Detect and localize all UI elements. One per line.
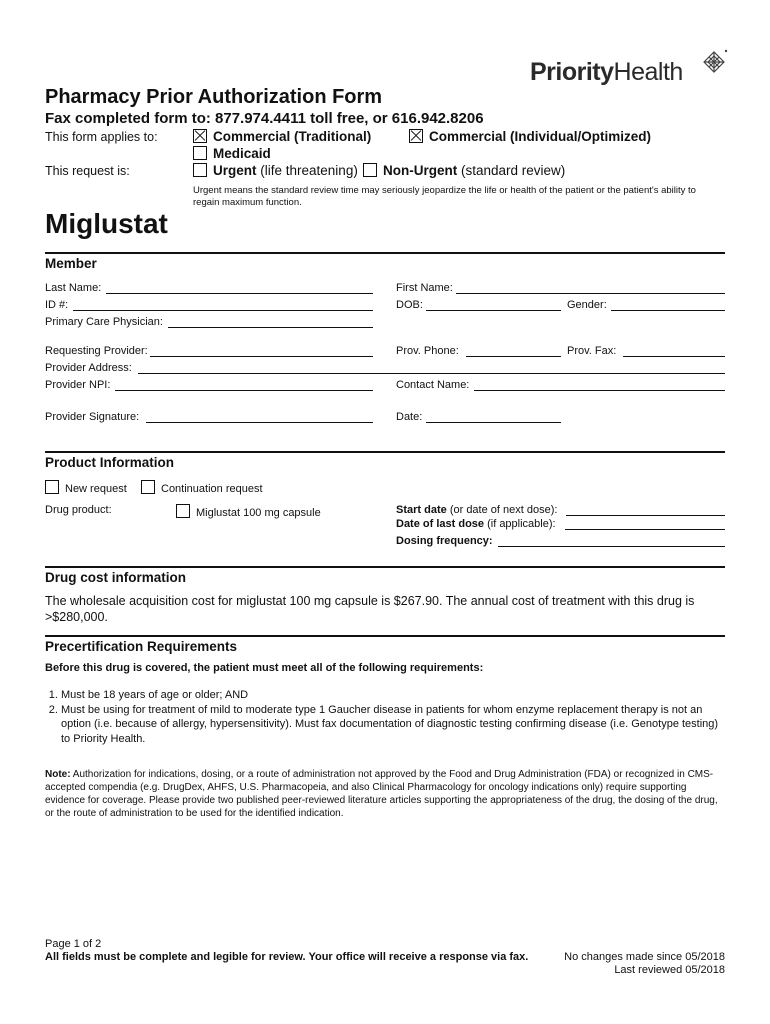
product-rule xyxy=(45,451,725,453)
checkbox-new-request[interactable] xyxy=(45,480,59,494)
date-label: Date: xyxy=(396,411,423,423)
footer-notice: All fields must be complete and legible for review. Your office will receive a response via fax. xyxy=(45,951,529,963)
precert-rule xyxy=(45,635,725,637)
option-new-request[interactable]: New request xyxy=(45,480,127,495)
gender-field[interactable] xyxy=(611,310,725,311)
form-title: Pharmacy Prior Authorization Form xyxy=(45,86,383,108)
provider-address-label: Provider Address: xyxy=(45,362,132,374)
drug-name: Miglustat xyxy=(45,208,168,239)
footer-changes: No changes made since 05/2018 xyxy=(564,951,725,963)
option-commercial-individual[interactable]: Commercial (Individual/Optimized) xyxy=(409,129,651,144)
logo-mark-icon xyxy=(700,48,728,78)
contact-name-field[interactable] xyxy=(474,390,725,391)
prov-fax-label: Prov. Fax: xyxy=(567,345,617,357)
checkbox-commercial-traditional[interactable] xyxy=(193,129,207,143)
precert-intro: Before this drug is covered, the patient must meet all of the following requirements: xyxy=(45,662,484,674)
checkbox-miglustat-capsule[interactable] xyxy=(176,504,190,518)
cost-rule xyxy=(45,566,725,568)
last-dose-field[interactable] xyxy=(565,529,725,530)
last-dose-label: Date of last dose (if applicable): xyxy=(396,518,556,530)
fax-instructions: Fax completed form to: 877.974.4411 toll free, or 616.942.8206 xyxy=(45,110,484,127)
request-label: This request is: xyxy=(45,164,130,178)
prov-phone-label: Prov. Phone: xyxy=(396,345,459,357)
pcp-label: Primary Care Physician: xyxy=(45,316,163,328)
provider-signature-label: Provider Signature: xyxy=(45,411,140,423)
start-date-field[interactable] xyxy=(566,515,725,516)
last-name-label: Last Name: xyxy=(45,282,102,294)
footer-reviewed: Last reviewed 05/2018 xyxy=(614,964,725,976)
requesting-provider-field[interactable] xyxy=(150,356,373,357)
requirement-item: 1. Must be 18 years of age or older; AND xyxy=(61,688,725,703)
last-name-field[interactable] xyxy=(106,293,373,294)
id-field[interactable] xyxy=(73,310,373,311)
requirements-list xyxy=(45,688,725,746)
member-title: Member xyxy=(45,256,97,271)
first-name-label: First Name: xyxy=(396,282,453,294)
provider-signature-field[interactable] xyxy=(146,422,373,423)
start-date-label: Start date (or date of next dose): xyxy=(396,504,558,516)
dosing-frequency-field[interactable] xyxy=(498,546,725,547)
gender-label: Gender: xyxy=(567,299,607,311)
logo-wordmark: PriorityHealth xyxy=(530,58,683,86)
applies-label: This form applies to: xyxy=(45,130,158,144)
option-urgent[interactable]: Urgent (life threatening) xyxy=(193,163,358,178)
option-non-urgent[interactable]: Non-Urgent (standard review) xyxy=(363,163,565,178)
checkbox-commercial-individual[interactable] xyxy=(409,129,423,143)
checkbox-urgent[interactable] xyxy=(193,163,207,177)
cost-title: Drug cost information xyxy=(45,570,186,585)
date-field[interactable] xyxy=(426,422,561,423)
option-miglustat-capsule[interactable]: Miglustat 100 mg capsule xyxy=(176,504,321,519)
option-continuation-request[interactable]: Continuation request xyxy=(141,480,263,495)
provider-npi-field[interactable] xyxy=(115,390,373,391)
checkbox-continuation-request[interactable] xyxy=(141,480,155,494)
product-title: Product Information xyxy=(45,455,174,470)
option-commercial-traditional[interactable]: Commercial (Traditional) xyxy=(193,129,371,144)
requirement-item: 2. Must be using for treatment of mild to moderate type 1 Gaucher disease in patients for whom enzyme replacement therapy is not an option (i.e. because of allergy, hypersensitivity). Must fax documentation of diagnostic testing confirming disease (i.e. Genotype testing) to Priority Health. xyxy=(61,703,725,747)
requesting-provider-label: Requesting Provider: xyxy=(45,345,148,357)
option-medicaid[interactable]: Medicaid xyxy=(193,146,271,161)
prov-fax-field[interactable] xyxy=(623,356,725,357)
cost-text: The wholesale acquisition cost for miglustat 100 mg capsule is $267.90. The annual cost of treatment with this drug is >$280,000. xyxy=(45,594,695,624)
provider-npi-label: Provider NPI: xyxy=(45,379,111,391)
drug-product-label: Drug product: xyxy=(45,504,112,516)
urgent-note: Urgent means the standard review time may seriously jeopardize the life or health of the patient or the patient's ability to regain maximum function. xyxy=(193,185,696,208)
precert-title: Precertification Requirements xyxy=(45,639,238,654)
precert-note: Note: Authorization for indications, dosing, or a route of administration not approved by the Food and Drug Administration (FDA) or recognized in CMS-accepted compendia (e.g. DrugDex, AHFS, U.S. Pharmacopeia, and also Clinical Pharmacology for oncology indications only) require supporting evidence for coverage. Please provide two published peer-reviewed literature articles supporting the appropriateness of the drug, the dosing of the drug, or the route of administration to be used for the identified indication. xyxy=(45,769,718,819)
first-name-field[interactable] xyxy=(456,293,725,294)
dob-field[interactable] xyxy=(426,310,561,311)
dosing-frequency-label: Dosing frequency: xyxy=(396,535,493,547)
id-label: ID #: xyxy=(45,299,69,311)
pcp-field[interactable] xyxy=(168,327,373,328)
member-rule xyxy=(45,252,725,254)
contact-name-label: Contact Name: xyxy=(396,379,470,391)
checkbox-non-urgent[interactable] xyxy=(363,163,377,177)
priority-health-logo xyxy=(530,42,730,92)
provider-address-field[interactable] xyxy=(138,373,725,374)
prov-phone-field[interactable] xyxy=(466,356,561,357)
dob-label: DOB: xyxy=(396,299,423,311)
page-number: Page 1 of 2 xyxy=(45,938,102,950)
checkbox-medicaid[interactable] xyxy=(193,146,207,160)
